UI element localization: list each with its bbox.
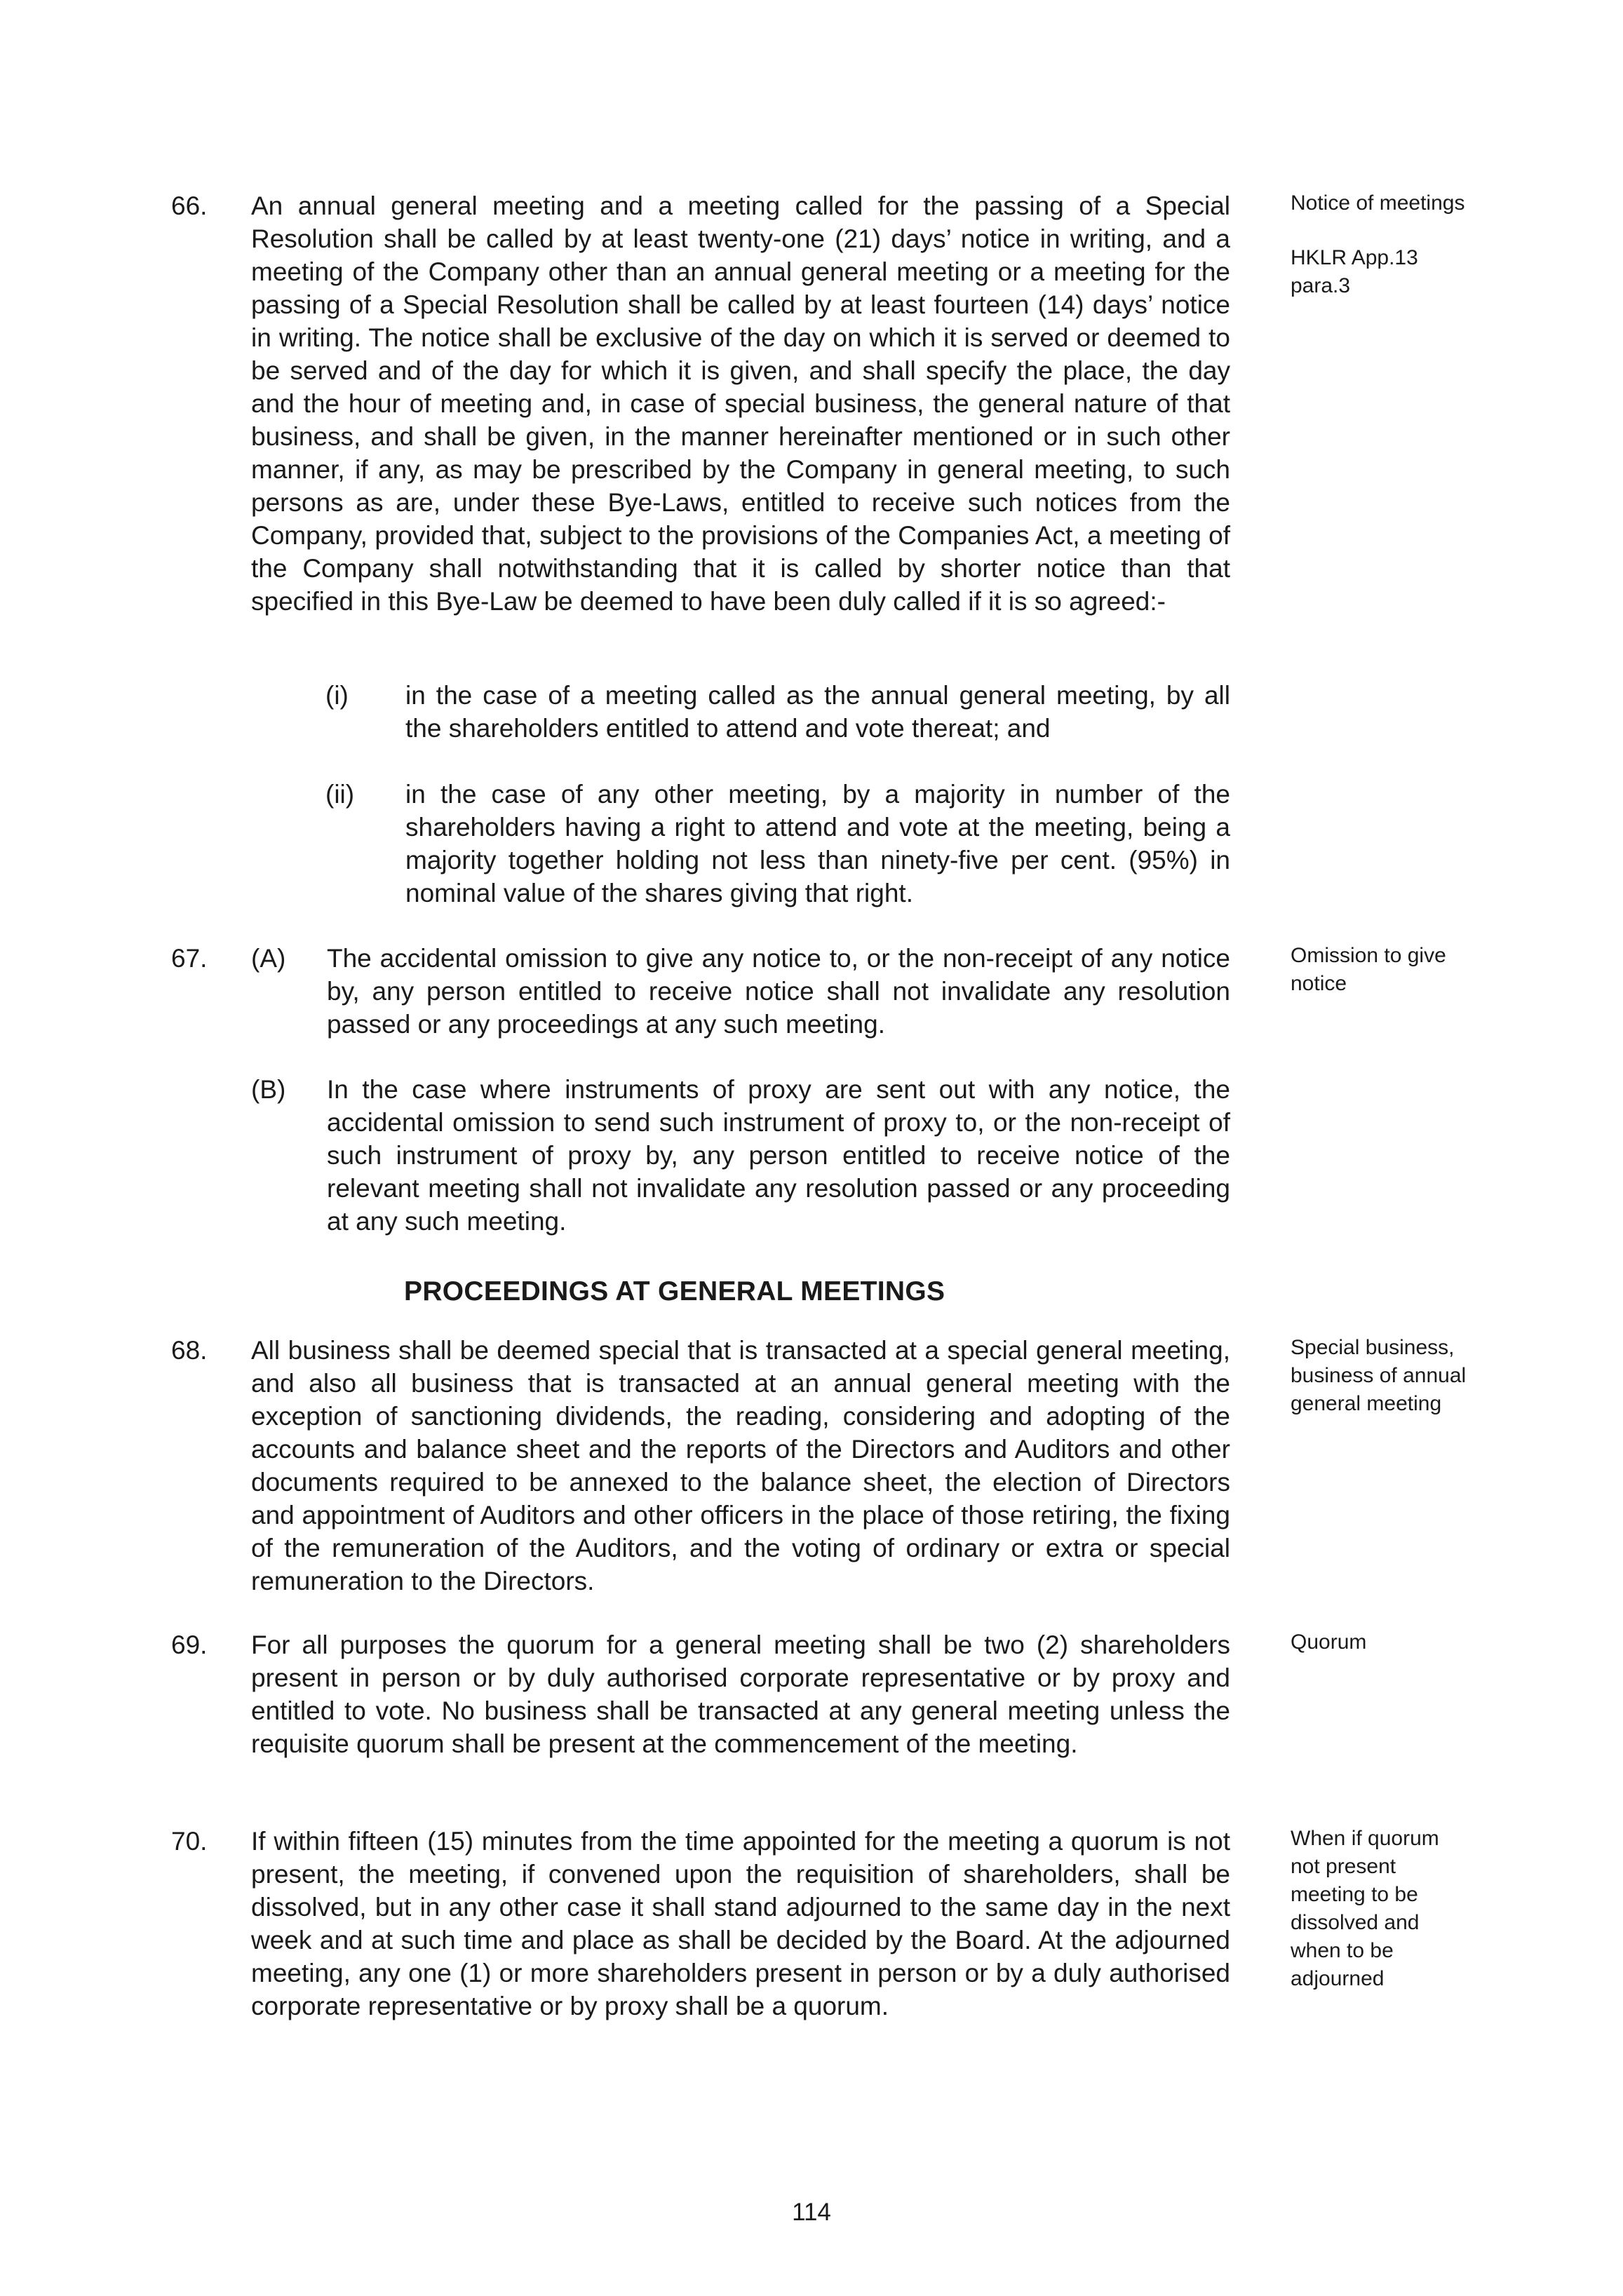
section-67-item-a-label: (A) (251, 944, 286, 973)
section-69-side-note: Quorum (1291, 1630, 1367, 1654)
section-66-item-i-text: in the case of a meeting called as the annual general meeting, by all the shareholders entitled to attend and vote thereat; and (405, 681, 1230, 743)
section-69-text: For all purposes the quorum for a general meeting shall be two (2) shareholders present in person or by duly authorised corporate representative or by proxy and entitled to vote. No business shall be transacted at any general meeting unless the requisite quorum shall be present at the commencement of the meeting. (251, 1630, 1230, 1758)
section-67-item-b-text: In the case where instruments of proxy are sent out with any notice, the accidental omission to send such instrument of proxy to, or the non-receipt of such instrument of proxy by, any person entitled to receive notice of the relevant meeting shall not invalidate any resolution passed or any proceeding at any such meeting. (327, 1075, 1230, 1236)
section-66-item-i-label: (i) (325, 681, 349, 710)
section-70-number: 70. (171, 1827, 208, 1856)
section-66-item-ii-text: in the case of any other meeting, by a majority in number of the shareholders having a right to attend and vote at the meeting, being a majority together holding not less than ninety-five per cent. (95%) in nominal value of the shares giving that right. (405, 780, 1230, 907)
section-69-number: 69. (171, 1630, 208, 1659)
section-68-number: 68. (171, 1336, 208, 1365)
section-67-item-a-text: The accidental omission to give any notice to, or the non-receipt of any notice by, any person entitled to receive notice shall not invalidate any resolution passed or any proceedings at any such meeting. (327, 944, 1230, 1039)
section-66-text: An annual general meeting and a meeting called for the passing of a Special Resolution shall be called by at least twenty-one (21) days’ notice in writing, and a meeting of the Company other than an annual general meeting or a meeting for the passing of a Special Resolution shall be called by at least fourteen (14) days’ notice in writing. The notice shall be exclusive of the day on which it is served or deemed to be served and of the day for which it is given, and shall specify the place, the day and the hour of meeting and, in case of special business, the general nature of that business, and shall be given, in the manner hereinafter mentioned or in such other manner, if any, as may be prescribed by the Company in general meeting, to such persons as are, under these Bye-Laws, entitled to receive such notices from the Company, provided that, subject to the provisions of the Companies Act, a meeting of the Company shall notwithstanding that it is called by shorter notice than that specified in this Bye-Law be deemed to have been duly called if it is so agreed:- (251, 191, 1230, 616)
section-67-number: 67. (171, 944, 208, 973)
section-67-item-b-label: (B) (251, 1075, 286, 1104)
section-68-text: All business shall be deemed special that is transacted at a special general meeting, and also all business that is transacted at an annual general meeting with the exception of sanctioning dividends, the reading, considering and adopting of the accounts and balance sheet and the reports of the Directors and Auditors and other documents required to be annexed to the balance sheet, the election of Directors and appointment of Auditors and other officers in the place of those retiring, the fixing of the remuneration of the Auditors, and the voting of ordinary or extra or special remuneration to the Directors. (251, 1336, 1230, 1595)
section-68-side-note: Special business, business of annual general meeting (1291, 1336, 1467, 1415)
side-note-notice-of-meetings: Notice of meetings (1291, 191, 1465, 215)
section-70-side-note: When if quorum not present meeting to be dissolved and when to be adjourned (1291, 1827, 1439, 1990)
section-66-number: 66. (171, 191, 208, 220)
section-heading: PROCEEDINGS AT GENERAL MEETINGS (404, 1276, 945, 1306)
section-66-side-notes (1291, 189, 1473, 300)
section-70-text: If within fifteen (15) minutes from the time appointed for the meeting a quorum is not present, the meeting, if convened upon the requisition of shareholders, shall be dissolved, but in any other case it shall stand adjourned to the same day in the next week and at such time and place as shall be decided by the Board. At the adjourned meeting, any one (1) or more shareholders present in person or by a duly authorised corporate representative or by proxy shall be a quorum. (251, 1827, 1230, 2020)
side-note-hklr-reference: HKLR App.13 para.3 (1291, 246, 1418, 297)
page-number: 114 (792, 2199, 831, 2226)
section-66-item-ii-label: (ii) (325, 780, 355, 809)
section-67-side-note: Omission to give notice (1291, 944, 1446, 995)
